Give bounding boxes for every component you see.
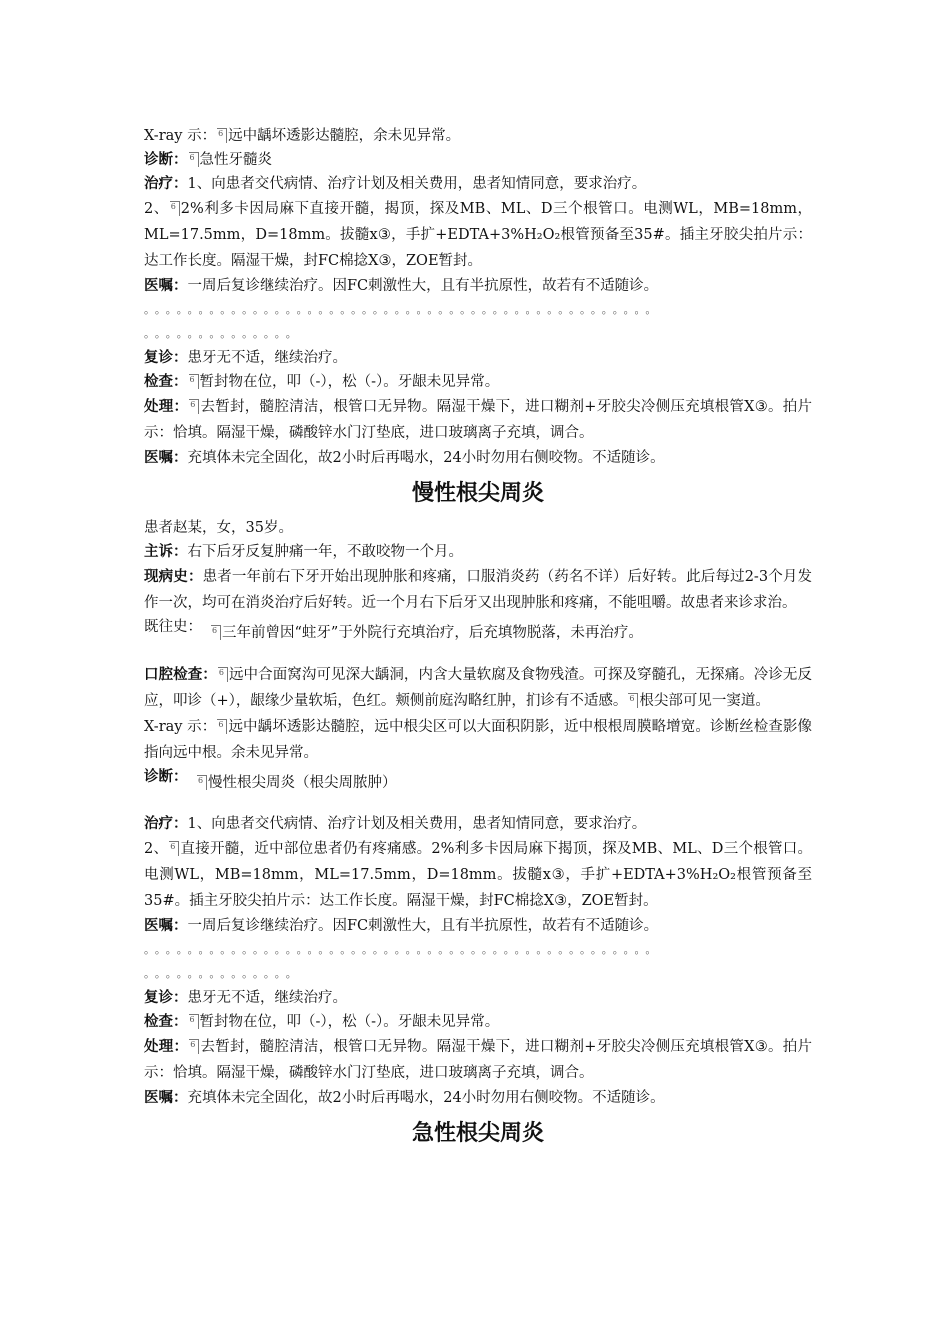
tooth-position-mark: 6 (218, 665, 228, 683)
xray-label: X-ray 示： (144, 128, 217, 144)
exam-line-s2: 检查： 6 暂封物在位，叩（-），松（-）。牙龈未见异常。 (144, 1013, 500, 1030)
advice-line-2: 医嘱：充填体未完全固化，故2小时后再喝水，24小时勿用右侧咬物。不适随诊。 (144, 449, 665, 466)
oral-exam-paragraph: 口腔检查： 6 远中合面窝沟可见深大龋洞，内含大量软腐及食物残渣。可探及穿髓孔，无探痛。冷诊无反应，叩诊（+），龈缘少量软垢，色红。颊侧前庭沟略红肿，扪诊有不适感。 6 根尖部可见一窦道。 (144, 666, 812, 709)
exam-line: 检查： 6 暂封物在位，叩（-），松（-）。牙龈未见异常。 (144, 373, 500, 390)
dotted-separator: 。。。。。。。。。。。。。。。。。。。。。。。。。。。。。。。。。。。。。。。。。。。。。。。 (144, 303, 662, 316)
revisit-line-s2: 复诊：患牙无不适，继续治疗。 (144, 989, 347, 1006)
advice-line-s2: 医嘱：一周后复诊继续治疗。因FC刺激性大，且有半抗原性，故若有不适随诊。 (144, 917, 659, 934)
xray-text: 远中龋坏透影达髓腔，余未见异常。 (228, 128, 461, 144)
tooth-position-mark: 6 (217, 126, 227, 144)
diagnosis-line (144, 148, 812, 172)
tooth-position-mark: 6 (217, 717, 227, 735)
diagnosis-text: 急性牙髓炎 (199, 152, 272, 168)
revisit-line: 复诊：患牙无不适，继续治疗。 (144, 349, 347, 366)
treatment-text-1: 1、向患者交代病情、治疗计划及相关费用，患者知情同意，要求治疗。 (187, 176, 647, 192)
tooth-position-mark: 6 (189, 397, 199, 415)
treatment-paragraph-2-s2: 2、 6 直接开髓，近中部位患者仍有疼痛感。2%利多卡因局麻下揭顶，探及MB、ML、D三个根管口。电测WL，MB=18mm，ML=17.5mm，D=18mm。拔髓x③，手扩+EDTA+3%H₂O₂根管预备至35#。插主牙胶尖拍片示：达工作长度。隔湿干燥，封FC棉捻X③，ZOE暂封。 (144, 841, 812, 909)
tooth-position-mark: 6 (189, 1037, 199, 1055)
treatment-text-2: 2%利多卡因局麻下直接开髓，揭顶，探及MB、ML、D三个根管口。电测WL，MB=18mm，ML=17.5mm，D=18mm。拔髓x③，手扩+EDTA+3%H₂O₂根管预备至35#。插主牙胶尖拍片示：达工作长度。隔湿干燥，封FC棉捻X③，ZOE暂封。 (144, 201, 812, 269)
tooth-position-mark: 6 (170, 199, 180, 217)
complaint-line: 主诉：右下后牙反复肿痛一年，不敢咬物一个月。 (144, 543, 463, 560)
document-page (144, 124, 812, 1156)
dotted-separator-s2: 。。。。。。。。。。。。。。。。。。。。。。。。。。。。。。。。。。。。。。。。。。。。。。。 (144, 943, 662, 956)
section-heading-acute-periapical: 急性根尖周炎 (411, 1121, 544, 1146)
xray-line (144, 124, 812, 148)
diagnosis-line-2: 诊断： 6 慢性根尖周炎（根尖周脓肿） (144, 768, 397, 791)
tooth-position-mark: 6 (189, 372, 199, 390)
tooth-position-mark: 6 (189, 150, 199, 168)
dotted-separator-tail: 。。。。。。。。。。。。。。 (144, 327, 303, 340)
procedure-paragraph-s2: 处理： 6 去暂封，髓腔清洁，根管口无异物。隔湿干燥下，进口糊剂+牙胶尖冷侧压充填根管X③。拍片示：恰填。隔湿干燥，磷酸锌水门汀垫底，进口玻璃离子充填，调合。 (144, 1038, 813, 1081)
advice-label: 医嘱： (144, 277, 188, 294)
section-heading-chronic-periapical: 慢性根尖周炎 (411, 481, 544, 506)
advice-line-2-s2: 医嘱：充填体未完全固化，故2小时后再喝水，24小时勿用右侧咬物。不适随诊。 (144, 1089, 665, 1106)
treatment-line-1 (144, 172, 812, 196)
advice-text: 一周后复诊继续治疗。因FC刺激性大，且有半抗原性，故若有不适随诊。 (187, 278, 659, 294)
tooth-position-mark: 6 (189, 1012, 199, 1030)
advice-line (144, 274, 812, 298)
present-illness-paragraph: 现病史：患者一年前右下牙开始出现肿胀和疼痛，口服消炎药（药名不详）后好转。此后每过2-3个月发作一次，均可在消炎治疗后好转。近一个月右下后牙又出现肿胀和疼痛，不能咀嚼。故患者来诊求治。 (144, 568, 812, 611)
treatment-label: 治疗： (144, 175, 188, 192)
diagnosis-label: 诊断： (144, 151, 188, 168)
tooth-position-mark: 6 (211, 623, 221, 641)
xray-paragraph: X-ray 示： 6 远中龋坏透影达髓腔，远中根尖区可以大面积阴影，近中根根周膜略增宽。诊断丝检查影像指向远中根。余未见异常。 (144, 719, 812, 761)
patient-line: 患者赵某，女，35岁。 (144, 520, 293, 536)
treatment-line-1-s2: 治疗：1、向患者交代病情、治疗计划及相关费用，患者知情同意，要求治疗。 (144, 815, 647, 832)
treatment-paragraph-2: 2、 6 2%利多卡因局麻下直接开髓，揭顶，探及MB、ML、D三个根管口。电测WL，MB=18mm，ML=17.5mm，D=18mm。拔髓x③，手扩+EDTA+3%H₂O₂根管预备至35#。插主牙胶尖拍片示：达工作长度。隔湿干燥，封FC棉捻X③，ZOE暂封。 (144, 201, 812, 269)
tooth-position-mark: 6 (628, 691, 638, 709)
dotted-separator-tail-s2: 。。。。。。。。。。。。。。 (144, 967, 303, 980)
tooth-position-mark: 6 (197, 773, 207, 791)
tooth-position-mark: 6 (169, 839, 179, 857)
procedure-paragraph: 处理： 6 去暂封，髓腔清洁，根管口无异物。隔湿干燥下，进口糊剂+牙胶尖冷侧压充填根管X③。拍片示：恰填。隔湿干燥，磷酸锌水门汀垫底，进口玻璃离子充填，调合。 (144, 398, 813, 441)
past-history-line: 既往史： 6 三年前曾因“蛀牙”于外院行充填治疗，后充填物脱落，未再治疗。 (144, 619, 643, 641)
